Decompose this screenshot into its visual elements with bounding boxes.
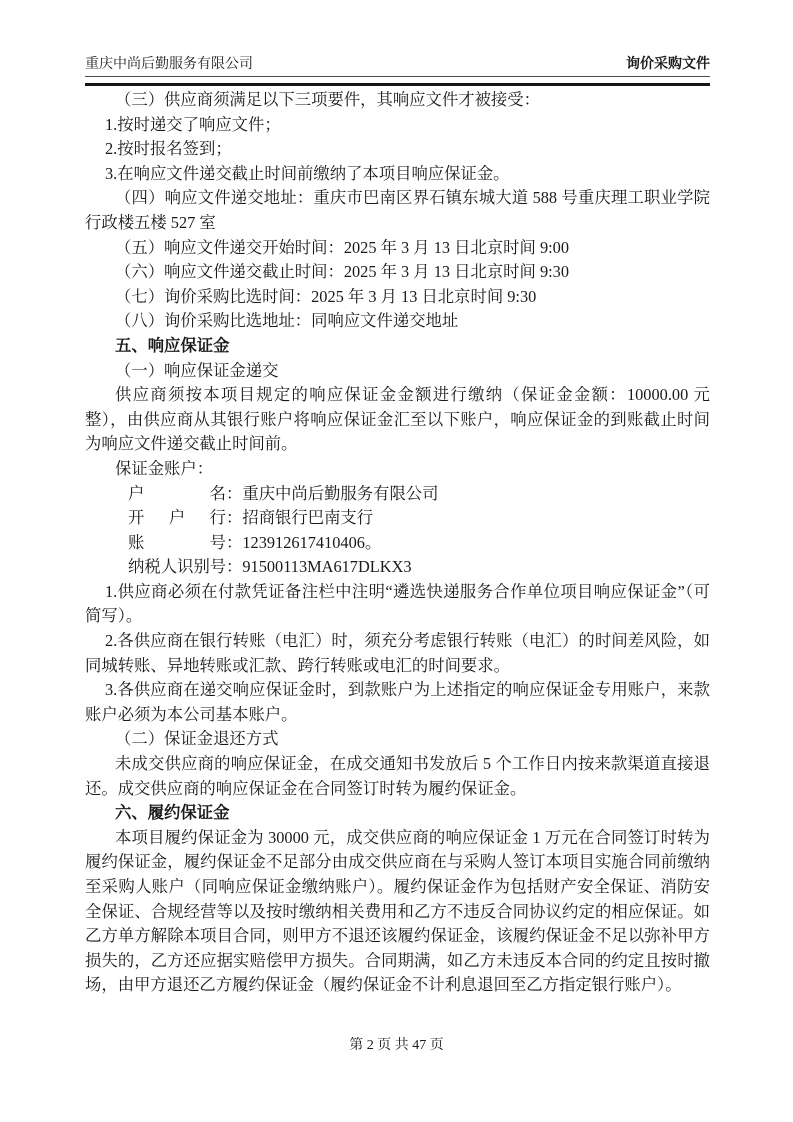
company-name: 重庆中尚后勤服务有限公司 [85,57,253,72]
page-footer [0,1036,793,1056]
account-field-separator: ： [226,557,243,577]
label-char: 号 [209,557,227,577]
account-field [85,506,710,531]
account-field-separator: ： [226,508,243,528]
label-char: 账 [128,532,145,552]
paragraph: 保证金账户： [115,458,214,478]
paragraph: 未成交供应商的响应保证金，在成交通知书发放后 5 个工作日内按来款渠道直接退还。成交供应商的响应保证金在合同签订时转为履约保证金。 [85,754,710,798]
paragraph: （四）响应文件递交地址：重庆市巴南区界石镇东城大道 588 号重庆理工职业学院行政楼五楼 527 室 [85,188,710,232]
account-field-label [128,506,226,531]
section-heading: 五、响应保证金 [115,335,230,355]
account-field [85,555,710,580]
account-field-separator: ： [226,532,243,552]
account-field-label [128,482,226,507]
page-header [85,56,710,86]
paragraph: （八）询价采购比选地址：同响应文件递交地址 [115,311,459,331]
document-type: 询价采购文件 [626,57,710,72]
paragraph: （五）响应文件递交开始时间：2025 年 3 月 13 日北京时间 9:00 [115,237,569,257]
paragraph: 1.按时递交了响应文件； [105,114,281,134]
label-char: 户 [128,483,145,503]
label-char: 纳 [128,557,145,577]
label-char: 人 [160,557,178,577]
account-field-value: 招商银行巴南支行 [242,508,374,528]
label-char: 名 [209,483,226,503]
account-field [85,482,710,507]
account-field [85,531,710,556]
page-number: 第 2 页 共 47 页 [349,1038,444,1053]
account-field-value: 123912617410406。 [242,532,382,552]
paragraph: 本项目履约保证金为 30000 元，成交供应商的响应保证金 1 万元在合同签订时转为履约保证金，履约保证金不足部分由成交供应商在与采购人签订本项目实施合同前缴纳至采购人账户（同响应保证金缴纳账户）。履约保证金作为包括财产安全保证、消防安全保证、合规经营等以及按时缴纳相关费用和乙方不违反合同协议约定的相应保证。如乙方单方解除本项目合同，则甲方不退还该履约保证金，该履约保证金不足以弥补甲方损失的，乙方还应据实赔偿甲方损失。合同期满，如乙方未违反本合同的约定且按时撤场，由甲方退还乙方履约保证金（履约保证金不计利息退回至乙方指定银行账户）。 [85,827,710,995]
paragraph: 3.各供应商在递交响应保证金时，到款账户为上述指定的响应保证金专用账户，来款账户必须为本公司基本账户。 [85,680,710,724]
paragraph: （二）保证金退还方式 [115,729,279,749]
paragraph: 供应商须按本项目规定的响应保证金金额进行缴纳（保证金金额：10000.00 元整），由供应商从其银行账户将响应保证金汇至以下账户，响应保证金的到账截止时间为响应文件递交截止时间前。 [85,385,710,454]
paragraph: 3.在响应文件递交截止时间前缴纳了本项目响应保证金。 [105,163,510,183]
account-field-separator: ： [226,483,243,503]
paragraph: （七）询价采购比选时间：2025 年 3 月 13 日北京时间 9:30 [115,286,537,306]
account-field-value: 重庆中尚后勤服务有限公司 [242,483,439,503]
header-row [85,56,710,77]
paragraph: （一）响应保证金递交 [115,360,279,380]
account-field-label [128,531,226,556]
account-field-label [128,555,226,580]
label-char: 识 [177,557,194,577]
label-char: 行 [209,508,226,528]
label-char: 别 [193,557,210,577]
label-char: 户 [168,508,186,528]
paragraph: （三）供应商须满足以下三项要件，其响应文件才被接受： [115,90,540,109]
paragraph: （六）响应文件递交截止时间：2025 年 3 月 13 日北京时间 9:30 [115,262,569,282]
document-body [85,88,710,998]
label-char: 号 [209,532,226,552]
paragraph: 2.按时报名签到； [105,139,232,159]
account-field-value: 91500113MA617DLKX3 [242,557,412,577]
paragraph: 1.供应商必须在付款凭证备注栏中注明“遴选快递服务合作单位项目响应保证金”（可简写）。 [85,581,711,626]
section-heading: 六、履约保证金 [115,803,230,823]
paragraph: 2.各供应商在银行转账（电汇）时，须充分考虑银行转账（电汇）的时间差风险，如同城转账、异地转账或汇款、跨行转账或电汇的时间要求。 [85,631,710,675]
header-divider [85,83,710,86]
label-char: 税 [144,557,161,577]
label-char: 开 [128,508,145,528]
